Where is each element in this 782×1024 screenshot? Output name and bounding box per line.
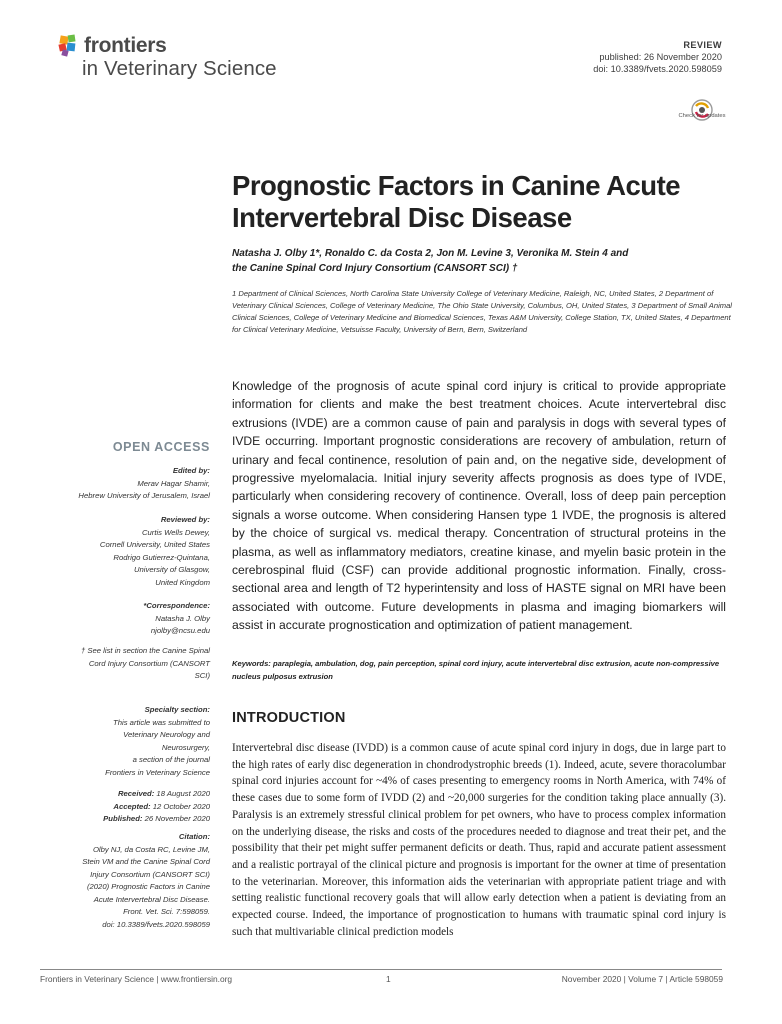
correspondence-block bbox=[40, 600, 210, 638]
footer-journal[interactable]: Frontiers in Veterinary Science | www.frontiersin.org bbox=[40, 974, 233, 984]
journal-logo bbox=[58, 34, 278, 82]
correspondence-label: *Correspondence: bbox=[143, 601, 210, 610]
citation-line-2: Stein VM and the Canine Spinal Cord bbox=[82, 857, 210, 866]
author-list bbox=[232, 246, 752, 276]
correspondence-name: Natasha J. Olby bbox=[155, 613, 210, 623]
accepted-label: Accepted: bbox=[113, 801, 151, 811]
edited-by-block bbox=[40, 465, 210, 503]
footnote-line-1: † See list in section the Canine Spinal bbox=[80, 646, 210, 655]
keywords-label: Keywords: bbox=[232, 659, 271, 668]
reviewed-by-label: Reviewed by: bbox=[160, 515, 210, 524]
published-label: Published: bbox=[103, 814, 143, 823]
reviewer-2-affiliation-1: University of Glasgow, bbox=[133, 565, 210, 574]
specialty-line-4: a section of the journal bbox=[132, 755, 210, 764]
affiliations: 1 Department of Clinical Sciences, North Carolina State University College of Veterinary Medicine, Raleigh, NC, United States, 2 Department of Veterinary Clinical Sciences, College of Veterinary Medicine, The Ohio State University, Columbus, OH, United States, 3 Department of Small Animal Clinical Sciences, College of Veterinary Medicine and Biomedical Sciences, Texas A&M University, College Station, TX, United States, 4 Department for Clinical Veterinary Medicine, Vetsuisse Faculty, University of Bern, Bern, Switzerland bbox=[232, 289, 732, 335]
citation-line-5: Acute Intervertebral Disc Disease. bbox=[93, 894, 210, 904]
keywords bbox=[232, 657, 726, 683]
published-date: published: 26 November 2020 bbox=[599, 51, 722, 62]
abstract: Knowledge of the prognosis of acute spinal cord injury is critical to provide appropriate information for clients and make the best treatment choices. Acute intervertebral disc extrusions (IVDE) are a common cause of pain and paralysis in dogs with several types of IVDE occurring. Important prognostic considerations are recovery of ambulation, return of urinary and fecal continence, resolution of pain and, on the negative side, development of progressive myelomalacia. Initial injury severity affects prognosis as does type of IVDE, particularly when considering recovery of continence. Overall, loss of deep pain perception signals a worse outcome. When considering Hansen type 1 IVDE, the prognosis is altered by the choice of surgical vs. medical therapy. Concentration of structural proteins in the plasma, as well as inflammatory mediators, creatine kinase, and myelin basic protein in the cerebrospinal fluid (CSF) can provide additional prognostic information. Finally, cross-sectional area and length of T2 hyperintensity and loss of HASTE signal on MRI have been associated with outcome. Future developments in plasma and imaging biomarkers will assist in accurate prognostication and optimization of patient management. bbox=[232, 379, 726, 633]
frontiers-logo-icon bbox=[58, 34, 82, 58]
specialty-label: Specialty section: bbox=[144, 705, 210, 714]
edited-by-label: Edited by: bbox=[172, 466, 210, 475]
specialty-line-2: Veterinary Neurology and bbox=[123, 730, 210, 739]
keywords-list: paraplegia, ambulation, dog, pain perception, spinal cord injury, acute intervertebral disc extrusion, acute non-compressive nucleus pulposus extrusion bbox=[232, 659, 720, 681]
received-date: 18 August 2020 bbox=[156, 789, 210, 798]
specialty-section-block bbox=[40, 704, 210, 779]
specialty-line-3: Neurosurgery, bbox=[161, 742, 210, 752]
authors-line-2: the Canine Spinal Cord Injury Consortium (CANSORT SCI) † bbox=[232, 263, 518, 274]
consortium-footnote bbox=[40, 645, 210, 683]
correspondence-email[interactable]: njolby@ncsu.edu bbox=[150, 626, 210, 635]
footnote-line-2: Cord Injury Consortium (CANSORT bbox=[88, 658, 210, 668]
accepted-date: 12 October 2020 bbox=[152, 801, 210, 811]
open-access-label: OPEN ACCESS bbox=[112, 440, 210, 454]
accepted-row bbox=[40, 801, 210, 814]
specialty-line-5: Frontiers in Veterinary Science bbox=[105, 767, 210, 777]
reviewer-1-name: Curtis Wells Dewey, bbox=[141, 527, 210, 537]
logo-word-frontiers: frontiers bbox=[84, 34, 167, 57]
editor-name: Merav Hagar Shamir, bbox=[137, 478, 210, 488]
citation-line-4: (2020) Prognostic Factors in Canine bbox=[86, 882, 210, 891]
citation-line-1: Olby NJ, da Costa RC, Levine JM, bbox=[92, 844, 210, 854]
citation-block bbox=[40, 831, 210, 931]
article-meta bbox=[593, 40, 722, 75]
article-type: REVIEW bbox=[683, 40, 722, 50]
dates-block bbox=[40, 788, 210, 826]
citation-line-3: Injury Consortium (CANSORT SCI) bbox=[90, 869, 210, 879]
reviewer-1-affiliation: Cornell University, United States bbox=[99, 540, 210, 549]
footer-issue-info: November 2020 | Volume 7 | Article 598059 bbox=[561, 974, 723, 984]
citation-label: Citation: bbox=[178, 832, 210, 841]
logo-journal-name: in Veterinary Science bbox=[82, 57, 277, 80]
article-title: Prognostic Factors in Canine Acute Intervertebral Disc Disease bbox=[232, 170, 681, 233]
reviewer-2-affiliation-2: United Kingdom bbox=[155, 577, 210, 587]
received-row bbox=[40, 788, 210, 801]
reviewed-by-block bbox=[40, 514, 210, 589]
received-label: Received: bbox=[117, 789, 155, 798]
footer-divider bbox=[40, 969, 722, 970]
section-heading-introduction: INTRODUCTION bbox=[232, 710, 346, 726]
introduction-text: Intervertebral disc disease (IVDD) is a common cause of acute spinal cord injury in dogs, due in large part to the high rates of early disc degeneration in chondrodystrophic breeds (1). Indeed, acute, severe thoracolumbar spinal cord injuries account for ~4% of cases presenting to emergency rooms in North America, with 74% of these cases due to some form of IVDD (2) and ~20,000 surgeries for the condition taking place annually (3). Paralysis is an extremely stressful clinical problem for pet owners, who have to process complex information on the underlying disease, the risks and costs of the procedures needed to diagnose and treat their pet, and the possibility that their pet might suffer permanent deficits or death. Thus, rapid and accurate patient assessment and a realistic portrayal of the clinical picture and prognosis is important for the owner at time of presentation to the veterinarian. Moreover, this information aids the veterinarian with appropriate patient triage and with setting realistic functional recovery goals that will allow early detection when a patient is deviating from an expected course. Indeed, the importance of prognostication to humans with traumatic spinal cord injury is such that multivariable clinical prediction models bbox=[232, 742, 726, 938]
reviewer-2-name: Rodrigo Gutierrez-Quintana, bbox=[113, 552, 210, 562]
footnote-line-3: SCI) bbox=[194, 671, 210, 680]
page-number: 1 bbox=[386, 974, 391, 984]
citation-line-7[interactable]: doi: 10.3389/fvets.2020.598059 bbox=[102, 919, 210, 929]
authors-line-1: Natasha J. Olby 1*, Ronaldo C. da Costa 2, Jon M. Levine 3, Veronika M. Stein 4 and bbox=[232, 248, 629, 259]
citation-line-6: Front. Vet. Sci. 7:598059. bbox=[123, 907, 210, 916]
specialty-line-1: This article was submitted to bbox=[113, 717, 210, 727]
check-for-updates-label[interactable]: Check for updates bbox=[678, 113, 726, 119]
published-date-side: 26 November 2020 bbox=[144, 814, 210, 823]
editor-affiliation: Hebrew University of Jerusalem, Israel bbox=[78, 491, 210, 500]
article-doi[interactable]: doi: 10.3389/fvets.2020.598059 bbox=[593, 63, 722, 74]
published-row bbox=[40, 813, 210, 826]
